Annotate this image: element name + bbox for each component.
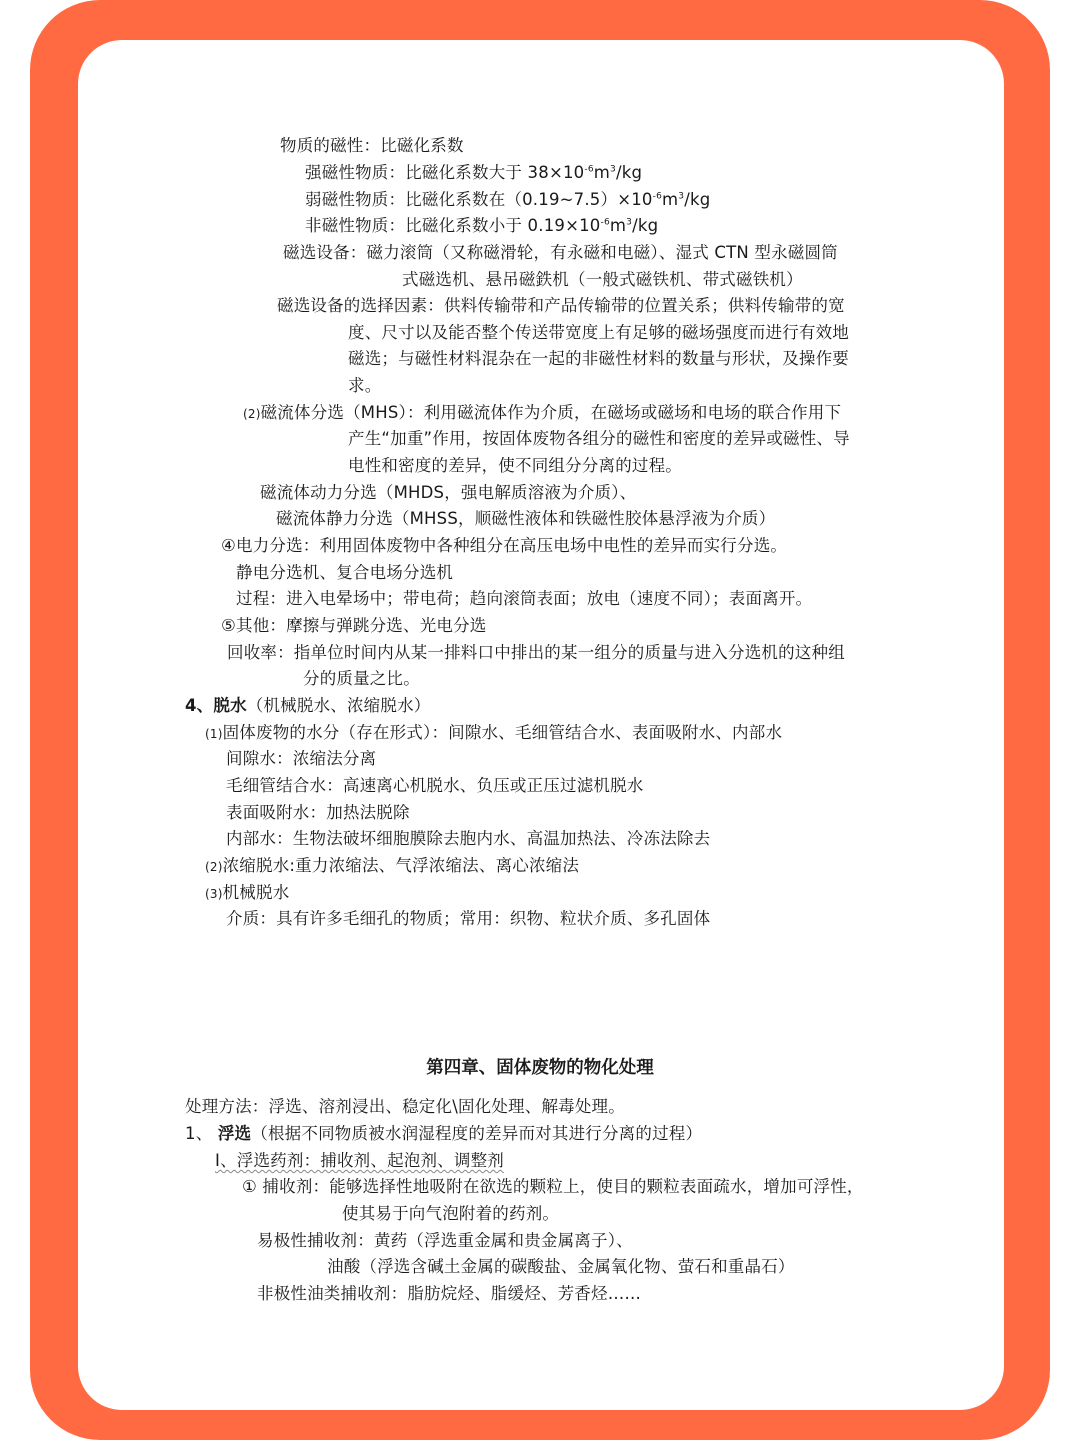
text-line: ④电力分选：利用固体废物中各种组分在高压电场中电性的差异而实行分选。 (221, 536, 788, 555)
section-heading: 1、 浮选（根据不同物质被水润湿程度的差异而对其进行分离的过程） (185, 1124, 703, 1143)
chapter-title: 第四章、固体废物的物化处理 (426, 1058, 654, 1078)
section-heading: 4、脱水（机械脱水、浓缩脱水） (185, 696, 431, 715)
text-line: 使其易于向气泡附着的药剂。 (342, 1204, 560, 1223)
text-line: 回收率：指单位时间内从某一排料口中排出的某一组分的质量与进入分选机的这种组 (227, 643, 845, 662)
text-line: 电性和密度的差异，使不同组分分离的过程。 (348, 456, 682, 475)
text-line: 易极性捕收剂：黄药（浮选重金属和贵金属离子）、 (257, 1231, 633, 1250)
text-line: 非磁性物质：比磁化系数小于 $0.19\times 10^{-6}m^3/kg$ (305, 216, 659, 235)
text-line: ① 捕收剂：能够选择性地吸附在欲选的颗粒上，使目的颗粒表面疏水，增加可浮性， (242, 1177, 864, 1196)
text-line: 物质的磁性：比磁化系数 (280, 136, 464, 155)
text-line: 磁选设备：磁力滚筒（又称磁滑轮，有永磁和电磁）、湿式 CTN 型永磁圆筒 (283, 243, 838, 262)
text-line: 分的质量之比。 (303, 669, 420, 688)
text-line: ⑤其他：摩擦与弹跳分选、光电分选 (221, 616, 487, 635)
text-line: 内部水：生物法破坏细胞膜除去胞内水、高温加热法、冷冻法除去 (226, 829, 711, 848)
text-line: 非极性油类捕收剂：脂肪烷烃、脂缓烃、芳香烃…… (257, 1284, 642, 1303)
text-line: 过程：进入电晕场中；带电荷；趋向滚筒表面；放电（速度不同）；表面离开。 (236, 589, 813, 608)
text-line: 表面吸附水：加热法脱除 (226, 803, 410, 822)
text-line: 式磁选机、悬吊磁鉄机（一般式磁铁机、带式磁铁机） (402, 270, 803, 289)
text-line: (3)机械脱水 (205, 883, 290, 902)
text-line: 磁选；与磁性材料混杂在一起的非磁性材料的数量与形状，及操作要 (348, 349, 849, 368)
text-line: 求。 (348, 376, 382, 395)
text-line: 处理方法：浮选、溶剂浸出、稳定化\固化处理、解毒处理。 (185, 1097, 625, 1116)
text-line: (2)浓缩脱水:重力浓缩法、气浮浓缩法、离心浓缩法 (205, 856, 580, 875)
text-line: 磁流体动力分选（MHDS，强电解质溶液为介质）、 (260, 483, 637, 502)
text-line: (2)磁流体分选（MHS）：利用磁流体作为介质，在磁场或磁场和电场的联合作用下 (243, 403, 842, 422)
text-line: 介质：具有许多毛细孔的物质；常用：织物、粒状介质、多孔固体 (226, 909, 711, 928)
text-line: 磁流体静力分选（MHSS，顺磁性液体和铁磁性胶体悬浮液为介质） (276, 509, 776, 528)
text-line: 弱磁性物质：比磁化系数在$(0.19\sim 7.5)\times 10^{-6}m^3/kg$ (305, 190, 711, 209)
text-line: (1)固体废物的水分（存在形式）：间隙水、毛细管结合水、表面吸附水、内部水 (205, 723, 783, 742)
text-line: 产生“加重”作用，按固体废物各组分的磁性和密度的差异或磁性、导 (348, 429, 850, 448)
text-line: 毛细管结合水：高速离心机脱水、负压或正压过滤机脱水 (226, 776, 644, 795)
text-line: 强磁性物质：比磁化系数大于 $38\times 10^{-6}m^3/kg$ (305, 163, 643, 182)
text-line: 间隙水：浓缩法分离 (226, 749, 377, 768)
text-line: 磁选设备的选择因素：供料传输带和产品传输带的位置关系；供料传输带的宽 (277, 296, 845, 315)
text-line: 度、尺寸以及能否整个传送带宽度上有足够的磁场强度而进行有效地 (348, 323, 849, 342)
text-line: 静电分选机、复合电场分选机 (236, 563, 454, 582)
text-line: Ⅰ、浮选药剂：捕收剂、起泡剂、调整剂 (215, 1151, 504, 1170)
text-line: 油酸（浮选含碱土金属的碳酸盐、金属氧化物、萤石和重晶石） (327, 1257, 795, 1276)
